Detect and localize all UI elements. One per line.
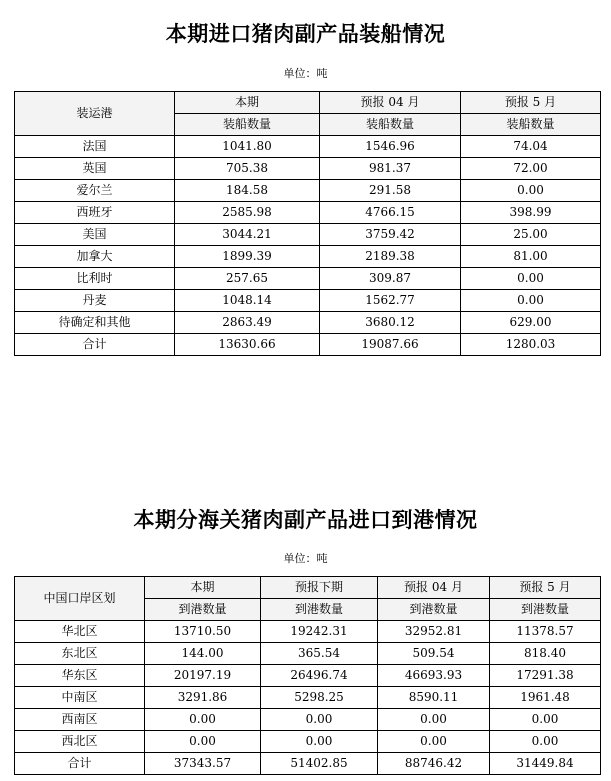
value-cell: 705.38 bbox=[175, 158, 320, 180]
value-cell: 4766.15 bbox=[320, 202, 461, 224]
value-cell: 37343.57 bbox=[145, 753, 261, 775]
subheader-cell: 装船数量 bbox=[175, 114, 320, 136]
table-row bbox=[15, 290, 601, 312]
value-cell: 398.99 bbox=[461, 202, 601, 224]
value-cell: 0.00 bbox=[261, 709, 378, 731]
value-cell: 20197.19 bbox=[145, 665, 261, 687]
header-group: 预报下期 bbox=[261, 577, 378, 599]
value-cell: 257.65 bbox=[175, 268, 320, 290]
value-cell: 46693.93 bbox=[378, 665, 490, 687]
header-group: 预报 04 月 bbox=[320, 92, 461, 114]
shipment-title: 本期进口猪肉副产品装船情况 bbox=[165, 22, 446, 46]
row-label: 丹麦 bbox=[15, 290, 175, 312]
header-group: 预报 5 月 bbox=[461, 92, 601, 114]
value-cell: 1899.39 bbox=[175, 246, 320, 268]
value-cell: 0.00 bbox=[490, 709, 601, 731]
value-cell: 2863.49 bbox=[175, 312, 320, 334]
row-label: 合计 bbox=[15, 334, 175, 356]
value-cell: 509.54 bbox=[378, 643, 490, 665]
subheader-cell: 装船数量 bbox=[320, 114, 461, 136]
subheader-cell: 到港数量 bbox=[145, 599, 261, 621]
row-label: 爱尔兰 bbox=[15, 180, 175, 202]
row-label: 西班牙 bbox=[15, 202, 175, 224]
table-row bbox=[15, 334, 601, 356]
arrival-title: 本期分海关猪肉副产品进口到港情况 bbox=[133, 508, 478, 532]
arrival-table bbox=[14, 576, 601, 775]
header-row bbox=[15, 92, 601, 114]
value-cell: 1562.77 bbox=[320, 290, 461, 312]
header-group: 预报 5 月 bbox=[490, 577, 601, 599]
table-row bbox=[15, 312, 601, 334]
table-row bbox=[15, 665, 601, 687]
value-cell: 2189.38 bbox=[320, 246, 461, 268]
table-row bbox=[15, 158, 601, 180]
value-cell: 0.00 bbox=[490, 731, 601, 753]
table-row bbox=[15, 246, 601, 268]
value-cell: 13630.66 bbox=[175, 334, 320, 356]
value-cell: 365.54 bbox=[261, 643, 378, 665]
table-row bbox=[15, 709, 601, 731]
value-cell: 81.00 bbox=[461, 246, 601, 268]
table-row bbox=[15, 621, 601, 643]
row-label: 法国 bbox=[15, 136, 175, 158]
value-cell: 74.04 bbox=[461, 136, 601, 158]
subheader-cell: 到港数量 bbox=[378, 599, 490, 621]
table-row bbox=[15, 268, 601, 290]
value-cell: 0.00 bbox=[461, 290, 601, 312]
value-cell: 32952.81 bbox=[378, 621, 490, 643]
value-cell: 0.00 bbox=[261, 731, 378, 753]
value-cell: 0.00 bbox=[461, 180, 601, 202]
value-cell: 0.00 bbox=[378, 731, 490, 753]
value-cell: 3044.21 bbox=[175, 224, 320, 246]
row-label: 西北区 bbox=[15, 731, 145, 753]
subheader-cell: 到港数量 bbox=[490, 599, 601, 621]
row-label: 华北区 bbox=[15, 621, 145, 643]
value-cell: 0.00 bbox=[145, 709, 261, 731]
shipment-table bbox=[14, 91, 601, 356]
value-cell: 818.40 bbox=[490, 643, 601, 665]
header-group: 本期 bbox=[175, 92, 320, 114]
row-label: 美国 bbox=[15, 224, 175, 246]
value-cell: 13710.50 bbox=[145, 621, 261, 643]
value-cell: 19242.31 bbox=[261, 621, 378, 643]
table-row bbox=[15, 136, 601, 158]
value-cell: 31449.84 bbox=[490, 753, 601, 775]
row-label: 合计 bbox=[15, 753, 145, 775]
row-label: 华东区 bbox=[15, 665, 145, 687]
value-cell: 8590.11 bbox=[378, 687, 490, 709]
table-row bbox=[15, 224, 601, 246]
row-label: 西南区 bbox=[15, 709, 145, 731]
value-cell: 1546.96 bbox=[320, 136, 461, 158]
value-cell: 11378.57 bbox=[490, 621, 601, 643]
value-cell: 3291.86 bbox=[145, 687, 261, 709]
header-port: 装运港 bbox=[15, 92, 175, 136]
value-cell: 1041.80 bbox=[175, 136, 320, 158]
subheader-cell: 到港数量 bbox=[261, 599, 378, 621]
value-cell: 0.00 bbox=[461, 268, 601, 290]
table-row bbox=[15, 180, 601, 202]
subheader-cell: 装船数量 bbox=[461, 114, 601, 136]
shipment-unit: 单位：吨 bbox=[283, 67, 328, 80]
table-row bbox=[15, 202, 601, 224]
value-cell: 72.00 bbox=[461, 158, 601, 180]
row-label: 待确定和其他 bbox=[15, 312, 175, 334]
table-row bbox=[15, 753, 601, 775]
table-row bbox=[15, 643, 601, 665]
header-row bbox=[15, 577, 601, 599]
value-cell: 1961.48 bbox=[490, 687, 601, 709]
header-group: 本期 bbox=[145, 577, 261, 599]
header-region: 中国口岸区划 bbox=[15, 577, 145, 621]
row-label: 东北区 bbox=[15, 643, 145, 665]
row-label: 英国 bbox=[15, 158, 175, 180]
row-label: 加拿大 bbox=[15, 246, 175, 268]
value-cell: 88746.42 bbox=[378, 753, 490, 775]
value-cell: 1280.03 bbox=[461, 334, 601, 356]
value-cell: 0.00 bbox=[378, 709, 490, 731]
value-cell: 2585.98 bbox=[175, 202, 320, 224]
value-cell: 0.00 bbox=[145, 731, 261, 753]
value-cell: 3680.12 bbox=[320, 312, 461, 334]
value-cell: 309.87 bbox=[320, 268, 461, 290]
row-label: 中南区 bbox=[15, 687, 145, 709]
value-cell: 629.00 bbox=[461, 312, 601, 334]
table-row bbox=[15, 687, 601, 709]
value-cell: 1048.14 bbox=[175, 290, 320, 312]
header-group: 预报 04 月 bbox=[378, 577, 490, 599]
row-label: 比利时 bbox=[15, 268, 175, 290]
value-cell: 26496.74 bbox=[261, 665, 378, 687]
arrival-unit: 单位：吨 bbox=[283, 552, 328, 565]
value-cell: 144.00 bbox=[145, 643, 261, 665]
value-cell: 51402.85 bbox=[261, 753, 378, 775]
value-cell: 19087.66 bbox=[320, 334, 461, 356]
value-cell: 25.00 bbox=[461, 224, 601, 246]
value-cell: 3759.42 bbox=[320, 224, 461, 246]
table-row bbox=[15, 731, 601, 753]
value-cell: 981.37 bbox=[320, 158, 461, 180]
value-cell: 291.58 bbox=[320, 180, 461, 202]
value-cell: 5298.25 bbox=[261, 687, 378, 709]
value-cell: 17291.38 bbox=[490, 665, 601, 687]
value-cell: 184.58 bbox=[175, 180, 320, 202]
